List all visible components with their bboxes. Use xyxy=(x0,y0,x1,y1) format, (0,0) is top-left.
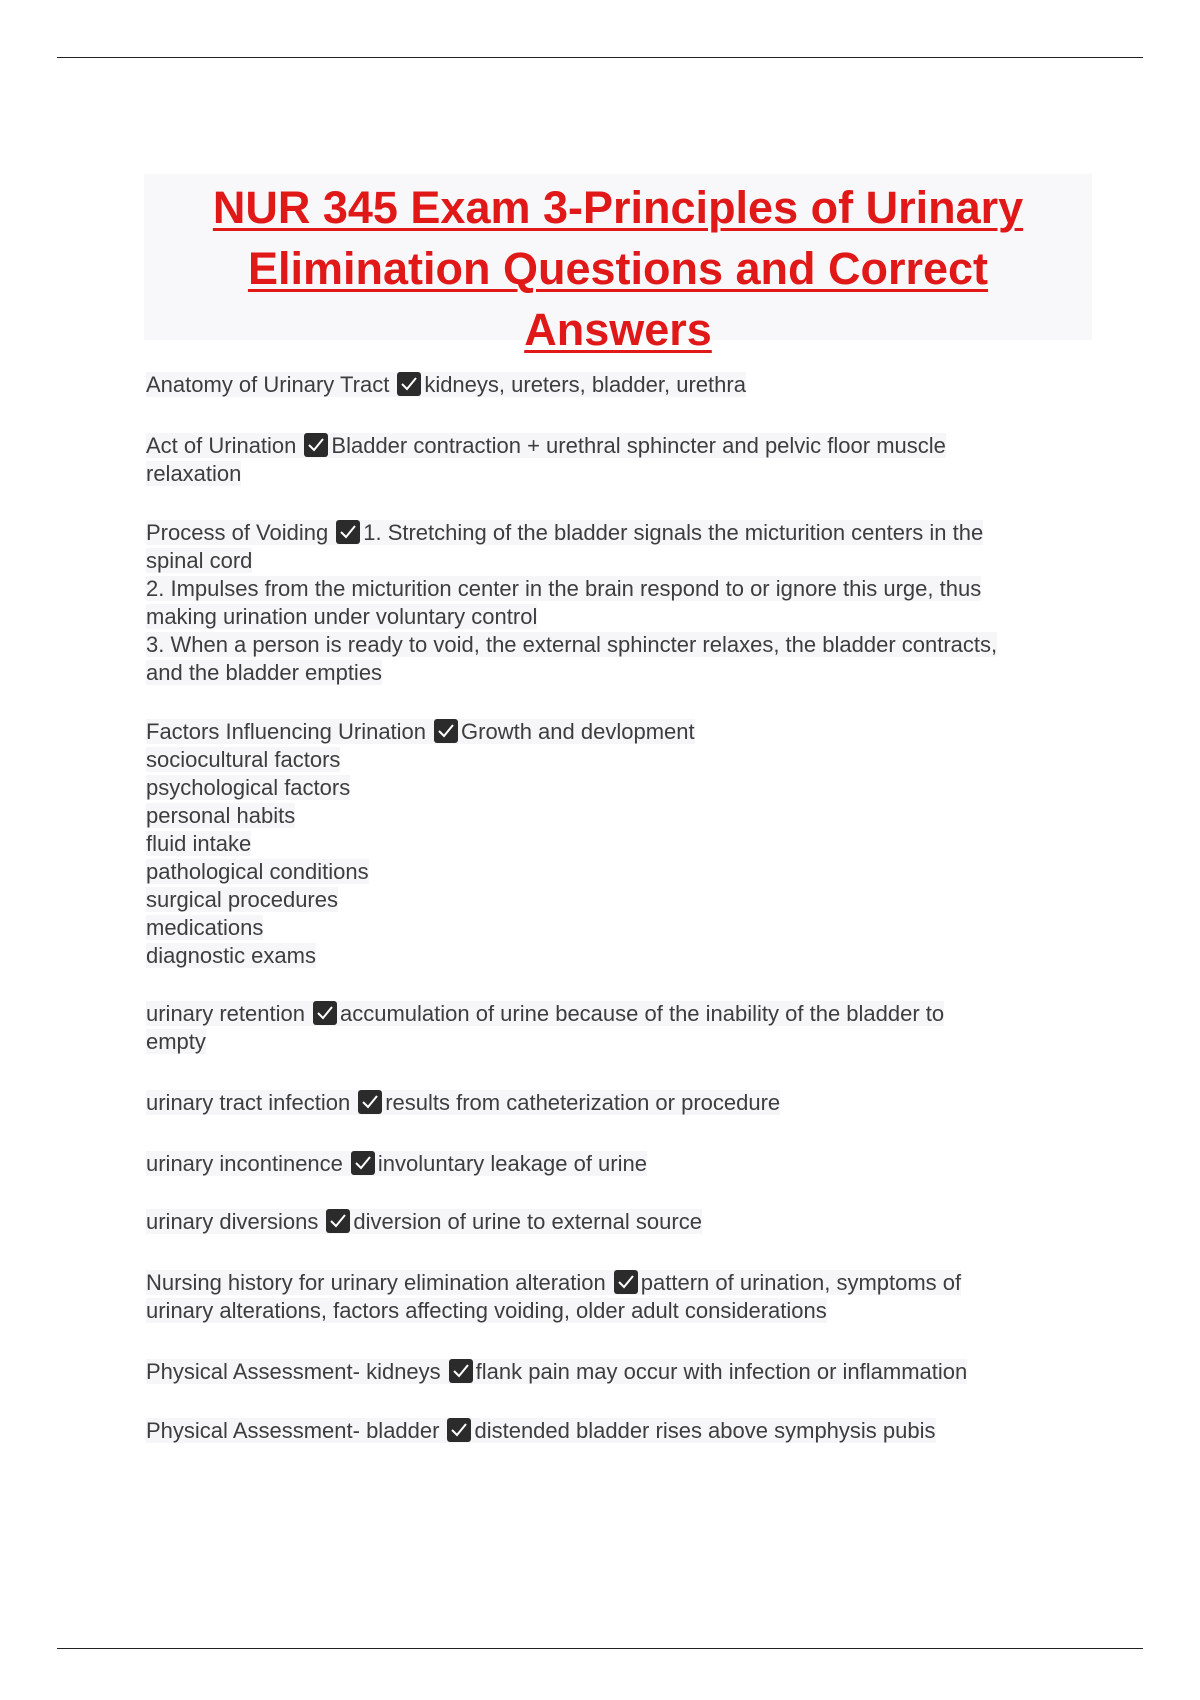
answer-text: Bladder contraction + urethral sphincter and pelvic floor muscle xyxy=(331,433,946,458)
answer-text: involuntary leakage of urine xyxy=(377,1151,647,1176)
header-rule xyxy=(57,57,1143,58)
document-title-line-2: Elimination Questions and Correct xyxy=(247,243,989,294)
qa-item-urinary-diversions xyxy=(146,1208,1086,1236)
qa-item-urinary-retention xyxy=(146,1000,1086,1056)
checkmark-icon xyxy=(397,372,421,396)
question-text: Anatomy of Urinary Tract xyxy=(146,372,390,397)
qa-item-assessment-bladder xyxy=(146,1417,1086,1445)
answer-text: flank pain may occur with infection or inflammation xyxy=(475,1359,968,1384)
qa-item-anatomy xyxy=(146,371,1086,399)
answer-continuation: pathological conditions xyxy=(146,859,369,884)
answer-text: results from catheterization or procedure xyxy=(385,1090,781,1115)
checkmark-icon xyxy=(434,719,458,743)
answer-continuation: surgical procedures xyxy=(146,887,338,912)
qa-item-urinary-tract-infection xyxy=(146,1089,1086,1117)
checkmark-icon xyxy=(304,433,328,457)
answer-continuation: 2. Impulses from the micturition center in the brain respond to or ignore this urge, thus xyxy=(146,576,982,601)
answer-text: accumulation of urine because of the inability of the bladder to xyxy=(339,1001,945,1026)
answer-continuation: relaxation xyxy=(146,461,242,486)
title-block xyxy=(144,174,1092,355)
answer-continuation: psychological factors xyxy=(146,775,351,800)
question-text: Process of Voiding xyxy=(146,520,329,545)
answer-text: distended bladder rises above symphysis pubis xyxy=(474,1418,936,1443)
qa-item-nursing-history xyxy=(146,1269,1086,1325)
question-text: urinary retention xyxy=(146,1001,305,1026)
qa-item-process-of-voiding xyxy=(146,519,1086,687)
question-text: Factors Influencing Urination xyxy=(146,719,427,744)
question-text: urinary diversions xyxy=(146,1209,319,1234)
checkmark-icon xyxy=(614,1270,638,1294)
checkmark-icon xyxy=(358,1090,382,1114)
answer-continuation: diagnostic exams xyxy=(146,943,316,968)
answer-text: Growth and devlopment xyxy=(461,719,695,744)
question-text: Act of Urination xyxy=(146,433,297,458)
checkmark-icon xyxy=(336,520,360,544)
qa-item-urinary-incontinence xyxy=(146,1150,1086,1178)
qa-item-assessment-kidneys xyxy=(146,1358,1086,1386)
checkmark-icon xyxy=(449,1359,473,1383)
question-text: urinary incontinence xyxy=(146,1151,343,1176)
answer-text: 1. Stretching of the bladder signals the micturition centers in the xyxy=(363,520,984,545)
answer-text: pattern of urination, symptoms of xyxy=(640,1270,962,1295)
qa-item-act-of-urination xyxy=(146,432,1086,488)
footer-rule xyxy=(57,1648,1143,1649)
question-text: urinary tract infection xyxy=(146,1090,351,1115)
answer-continuation: urinary alterations, factors affecting voiding, older adult considerations xyxy=(146,1298,827,1323)
answer-continuation: medications xyxy=(146,915,264,940)
question-text: Physical Assessment- kidneys xyxy=(146,1359,441,1384)
answer-continuation: spinal cord xyxy=(146,548,253,573)
document-title-line-3: Answers xyxy=(524,304,712,355)
checkmark-icon xyxy=(447,1418,471,1442)
answer-text: diversion of urine to external source xyxy=(353,1209,702,1234)
answer-continuation: and the bladder empties xyxy=(146,660,383,685)
question-text: Physical Assessment- bladder xyxy=(146,1418,440,1443)
document-title-line-1: NUR 345 Exam 3-Principles of Urinary xyxy=(212,182,1024,233)
answer-continuation: fluid intake xyxy=(146,831,252,856)
qa-item-factors-influencing xyxy=(146,718,1086,970)
answer-continuation: empty xyxy=(146,1029,206,1054)
question-text: Nursing history for urinary elimination alteration xyxy=(146,1270,606,1295)
answer-text: kidneys, ureters, bladder, urethra xyxy=(424,372,746,397)
checkmark-icon xyxy=(313,1001,337,1025)
checkmark-icon xyxy=(326,1209,350,1233)
answer-continuation: 3. When a person is ready to void, the external sphincter relaxes, the bladder contracts, xyxy=(146,632,998,657)
answer-continuation: personal habits xyxy=(146,803,296,828)
answer-continuation: making urination under voluntary control xyxy=(146,604,538,629)
answer-continuation: sociocultural factors xyxy=(146,747,341,772)
checkmark-icon xyxy=(351,1151,375,1175)
